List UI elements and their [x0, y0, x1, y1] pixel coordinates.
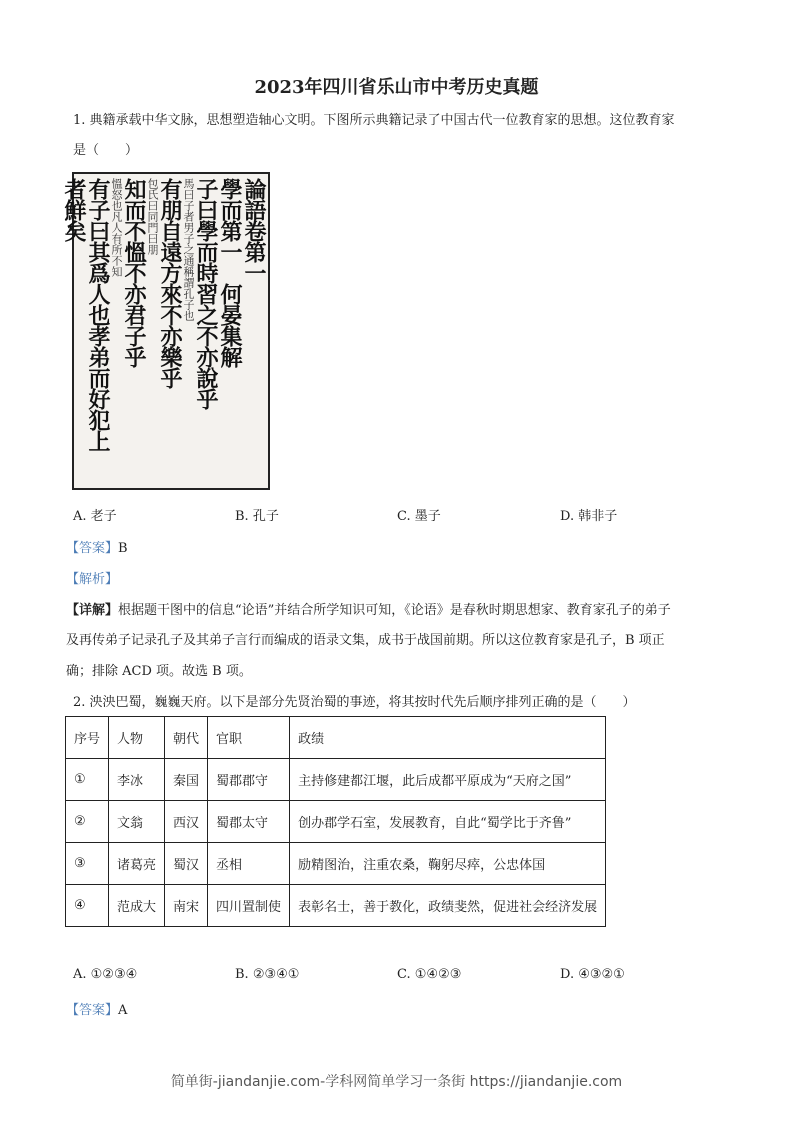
lunyu-book-image [61, 172, 270, 490]
q1-detail-line1 [66, 599, 671, 618]
q1-option-a: A. 老子 [73, 509, 117, 524]
table-row [66, 843, 606, 885]
q2-option-d: D. ④③②① [560, 967, 625, 982]
image-column: 有朋自遠方來不亦樂乎 [157, 178, 183, 388]
table-row [66, 801, 606, 843]
table-cell: ④ [66, 885, 109, 927]
q2-answer [66, 999, 127, 1018]
answer-value: A [118, 1003, 128, 1018]
table-cell: 主持修建都江堰，此后成都平原成为“天府之国” [290, 759, 606, 801]
image-column: 論語卷第一 [241, 178, 267, 283]
table-cell: 丞相 [208, 843, 290, 885]
q1-option-d: D. 韩非子 [560, 509, 618, 524]
image-column: 包氏曰同門曰朋 [146, 178, 159, 255]
table-row [66, 759, 606, 801]
analysis-tag: 【解析】 [66, 572, 119, 587]
q1-detail-line3: 确；排除 ACD 项。故选 B 项。 [66, 664, 252, 679]
table-cell: 励精图治，注重农桑，鞠躬尽瘁，公忠体国 [290, 843, 606, 885]
image-column: 者鮮矣 [61, 178, 87, 241]
table-cell: 秦国 [165, 759, 208, 801]
detail-tag: 【详解】 [66, 603, 119, 618]
q1-stem-line2: 是（ ） [73, 143, 139, 158]
table-header: 官职 [208, 717, 290, 759]
q2-stem: 2. 泱泱巴蜀，巍巍天府。以下是部分先贤治蜀的事迹，将其按时代先后顺序排列正确的是（ ） [73, 695, 636, 710]
q1-detail-line2: 及再传弟子记录孔子及其弟子言行而编成的语录文集，成书于战国前期。所以这位教育家是孔子，B 项正 [66, 633, 665, 648]
q1-option-b: B. 孔子 [235, 509, 279, 524]
table-cell: 蜀郡太守 [208, 801, 290, 843]
table-cell: 四川置制使 [208, 885, 290, 927]
table-cell: 李冰 [109, 759, 165, 801]
footer-watermark: 简单街-jiandanjie.com-学科网简单学习一条街 https://jiandanjie.com [170, 1074, 623, 1090]
image-column: 馬曰子者男子之通稱謂孔子也 [182, 178, 195, 321]
image-column: 慍怒也凡人有所不知 [110, 178, 123, 277]
table-cell: 文翁 [109, 801, 165, 843]
table-cell: 西汉 [165, 801, 208, 843]
image-column: 子曰學而時習之不亦說乎 [193, 178, 219, 409]
detail-text: 根据题干图中的信息“论语”并结合所学知识可知，《论语》是春秋时期思想家、教育家孔子的弟子 [118, 603, 671, 618]
table-header-row [66, 717, 606, 759]
table-cell: ① [66, 759, 109, 801]
q1-stem-line1: 1. 典籍承载中华文脉，思想塑造轴心文明。下图所示典籍记录了中国古代一位教育家的思想。这位教育家 [73, 113, 675, 128]
q2-option-a: A. ①②③④ [73, 967, 138, 982]
answer-tag: 【答案】 [66, 541, 119, 556]
q1-answer [66, 537, 128, 556]
table-cell: 蜀汉 [165, 843, 208, 885]
table-cell: 范成大 [109, 885, 165, 927]
q2-option-c: C. ①④②③ [397, 967, 462, 982]
table-cell: ③ [66, 843, 109, 885]
page-title: 2023年四川省乐山市中考历史真题 [254, 77, 539, 98]
table-header: 序号 [66, 717, 109, 759]
q2-option-b: B. ②③④① [235, 967, 300, 982]
image-column: 學而第一 何晏集解 [217, 178, 243, 367]
table-cell: 表彰名士，善于教化，政绩斐然，促进社会经济发展 [290, 885, 606, 927]
q2-table [65, 716, 606, 927]
table-header: 政绩 [290, 717, 606, 759]
answer-tag: 【答案】 [66, 1003, 119, 1018]
table-cell: 蜀郡郡守 [208, 759, 290, 801]
answer-value: B [118, 541, 128, 556]
table-header: 人物 [109, 717, 165, 759]
image-column: 有子曰其爲人也孝弟而好犯上 [85, 178, 111, 451]
table-header: 朝代 [165, 717, 208, 759]
image-column: 知而不慍不亦君子乎 [121, 178, 147, 367]
table-cell: 南宋 [165, 885, 208, 927]
table-row [66, 885, 606, 927]
table-cell: 诸葛亮 [109, 843, 165, 885]
table-cell: 创办郡学石室，发展教育，自此“蜀学比于齐鲁” [290, 801, 606, 843]
q1-option-c: C. 墨子 [397, 509, 441, 524]
table-cell: ② [66, 801, 109, 843]
